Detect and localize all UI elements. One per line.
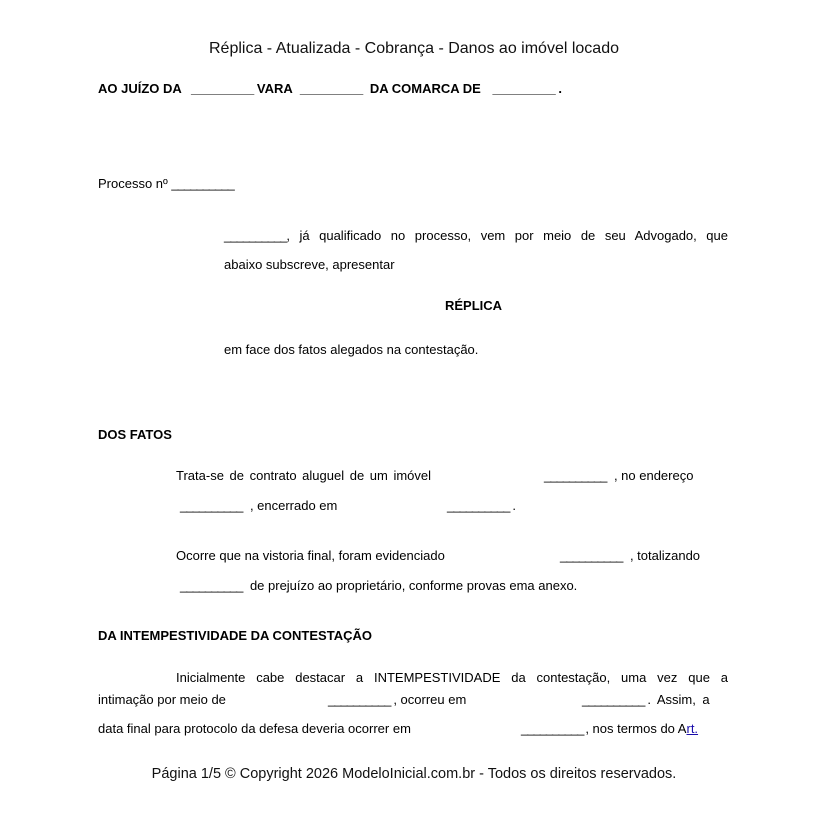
intemp-line2-start: intimação por meio de: [98, 692, 226, 707]
fatos-p1-text-a: Trata-se de contrato aluguel de um imóvel: [176, 468, 432, 483]
fatos-p1-line1: [176, 468, 431, 484]
fatos-p1-line2: [180, 498, 337, 514]
intro-end-text: em face dos fatos alegados na contestação.: [224, 342, 479, 357]
article-link[interactable]: rt.: [686, 721, 699, 736]
section-heading-intempestividade: DA INTEMPESTIVIDADE DA CONTESTAÇÃO: [98, 628, 372, 643]
page-footer: Página 1/5 © Copyright 2026 ModeloInicial.com.br - Todos os direitos reservados.: [151, 766, 677, 782]
blank-field-processo[interactable]: __________: [171, 176, 234, 191]
intemp-text-termos: , nos termos do A: [585, 721, 687, 736]
fatos-p2-line2: [180, 578, 577, 594]
blank-field-comarca[interactable]: __________: [492, 81, 555, 96]
address-period: .: [558, 81, 562, 96]
blank-field-data-final[interactable]: __________: [521, 721, 584, 736]
intemp-line2-mid: [328, 692, 466, 708]
fatos-p2-text-b: , totalizando: [629, 548, 701, 563]
intemp-text-line1: Inicialmente cabe destacar a INTEMPESTIVIDADE da contestação, uma vez que a: [176, 670, 728, 685]
court-address-line: [98, 81, 562, 97]
blank-field-meio-intimacao[interactable]: __________: [328, 692, 391, 707]
processo-label: Processo nº: [98, 176, 168, 191]
intemp-line3-start: data final para protocolo da defesa deveria ocorrer em: [98, 721, 411, 736]
intro-line-1: [224, 228, 728, 244]
fatos-p1-period: .: [512, 498, 516, 513]
section-heading-fatos: DOS FATOS: [98, 427, 172, 442]
document-title: Réplica - Atualizada - Cobrança - Danos ao imóvel locado: [209, 40, 619, 57]
fatos-p2-line1: Ocorre que na vistoria final, foram evidenciado: [176, 548, 445, 563]
blank-field-danos[interactable]: __________: [560, 548, 623, 563]
address-part-comarca: DA COMARCA DE: [369, 81, 481, 96]
fatos-p2-text-c: de prejuízo ao proprietário, conforme provas ema anexo.: [249, 578, 578, 593]
address-part-vara: VARA: [256, 81, 293, 96]
blank-field-imovel[interactable]: __________: [544, 468, 607, 483]
intemp-text-ocorreu: , ocorreu em: [393, 692, 467, 707]
blank-field-valor-prejuizo[interactable]: __________: [180, 578, 243, 593]
blank-field-data-intimacao[interactable]: __________: [582, 692, 645, 707]
intemp-line1: [176, 670, 728, 686]
intemp-line3-end: [521, 721, 698, 737]
blank-field-data-encerramento[interactable]: __________: [447, 498, 510, 513]
blank-field-vara-number[interactable]: __________: [190, 81, 254, 96]
processo-line: [98, 176, 234, 192]
intemp-line2-end: [582, 692, 710, 708]
replica-heading: RÉPLICA: [445, 298, 503, 313]
fatos-p1-text-b: , no endereço: [613, 468, 694, 483]
address-part-juizo: AO JUÍZO DA: [98, 81, 182, 96]
intemp-text-assim: . Assim, a: [647, 692, 710, 707]
blank-field-party-name[interactable]: __________: [224, 228, 287, 243]
fatos-p1-line1-end: [544, 468, 693, 484]
fatos-p1-line2-end: [447, 498, 516, 514]
fatos-p1-text-c: , encerrado em: [249, 498, 338, 513]
blank-field-vara-name[interactable]: __________: [299, 81, 363, 96]
intro-line-2: abaixo subscreve, apresentar: [224, 257, 395, 272]
blank-field-endereco[interactable]: __________: [180, 498, 243, 513]
intro-text: , já qualificado no processo, vem por meio de seu Advogado, que: [286, 228, 728, 243]
fatos-p2-line1-end: [560, 548, 700, 564]
